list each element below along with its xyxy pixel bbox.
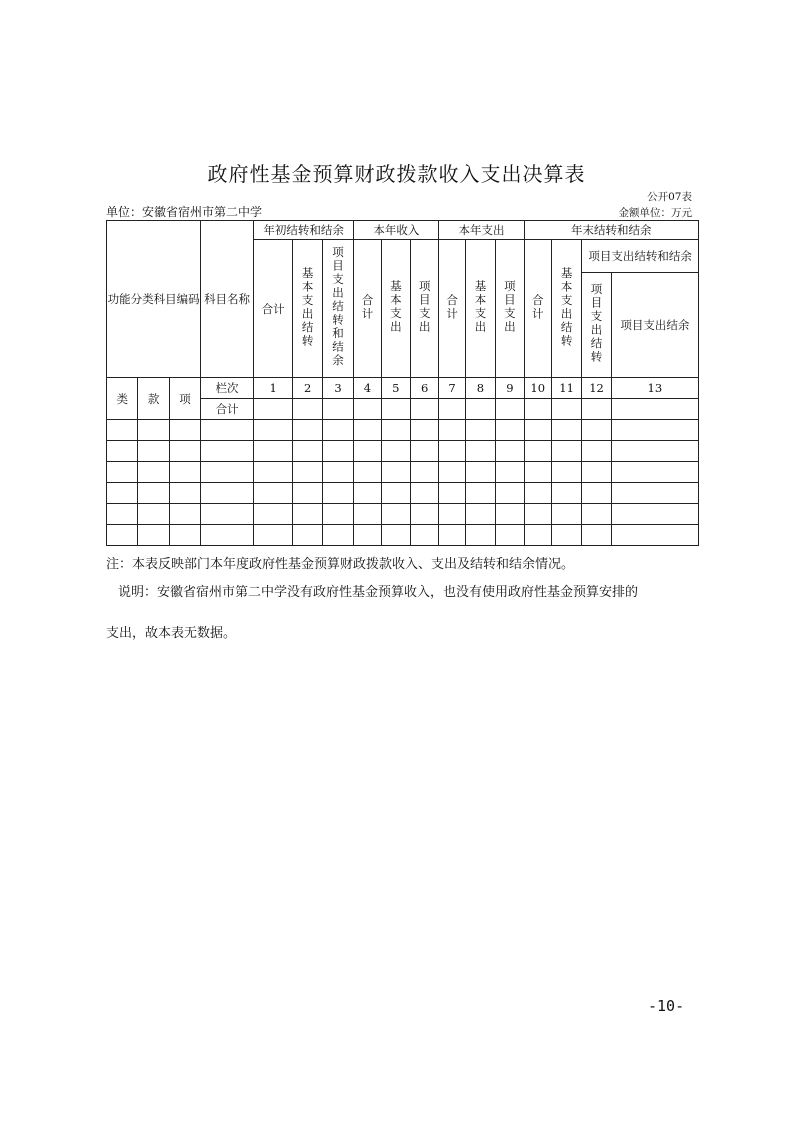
lanci-label: 栏次 [201, 378, 254, 399]
header-col-4: 合计 [354, 240, 381, 378]
header-col-7: 合计 [439, 240, 465, 378]
header-lei: 类 [107, 378, 138, 420]
page-title: 政府性基金预算财政拨款收入支出决算表 [207, 162, 586, 186]
header-xiang: 项 [169, 378, 200, 420]
table-row [107, 525, 699, 546]
col-number: 2 [293, 378, 322, 399]
header-subject-name: 科目名称 [201, 221, 254, 378]
table-row [107, 504, 699, 525]
explanation-line-1: 说明：安徽省宿州市第二中学没有政府性基金预算收入，也没有使用政府性基金预算安排的 [118, 585, 639, 600]
table-note: 注：本表反映部门本年度政府性基金预算财政拨款收入、支出及结转和结余情况。 [106, 557, 575, 572]
col-number: 4 [354, 378, 381, 399]
header-group-end-project: 项目支出结转和结余 [582, 240, 699, 273]
total-label: 合计 [201, 399, 254, 420]
col-number: 12 [582, 378, 611, 399]
table-row [107, 483, 699, 504]
header-col-10: 合计 [524, 240, 551, 378]
header-col-2: 基本支出结转 [293, 240, 322, 378]
budget-table [106, 220, 699, 546]
col-number: 8 [465, 378, 495, 399]
header-col-8: 基本支出 [465, 240, 495, 378]
col-number: 13 [611, 378, 698, 399]
header-col-12: 项目支出结转 [582, 273, 611, 378]
header-group-expense: 本年支出 [439, 221, 524, 240]
table-row [107, 462, 699, 483]
explanation-line-2: 支出，故本表无数据。 [106, 626, 237, 641]
table-row [107, 420, 699, 441]
col-number: 5 [381, 378, 410, 399]
header-group-income: 本年收入 [354, 221, 439, 240]
header-col-13: 项目支出结余 [611, 273, 698, 378]
header-function-code: 功能分类科目编码 [107, 221, 201, 378]
unit-label: 单位：安徽省宿州市第二中学 [106, 205, 263, 219]
header-kuan: 款 [138, 378, 169, 420]
header-col-3: 项目支出结转和结余 [322, 240, 353, 378]
col-number: 11 [551, 378, 581, 399]
col-number: 3 [322, 378, 353, 399]
col-number: 6 [411, 378, 439, 399]
header-col-5: 基本支出 [381, 240, 410, 378]
header-group-begin: 年初结转和结余 [253, 221, 353, 240]
header-col-6: 项目支出 [411, 240, 439, 378]
header-group-end: 年末结转和结余 [524, 221, 698, 240]
col-number: 9 [496, 378, 524, 399]
col-number: 10 [524, 378, 551, 399]
header-col-11: 基本支出结转 [551, 240, 581, 378]
amount-unit-label: 金额单位：万元 [618, 207, 692, 219]
form-code: 公开07表 [647, 191, 692, 203]
col-number: 1 [253, 378, 293, 399]
page-number: -10- [648, 997, 685, 1015]
col-number: 7 [439, 378, 465, 399]
header-col-9: 项目支出 [496, 240, 524, 378]
table-row [107, 441, 699, 462]
header-col-1: 合计 [253, 240, 293, 378]
